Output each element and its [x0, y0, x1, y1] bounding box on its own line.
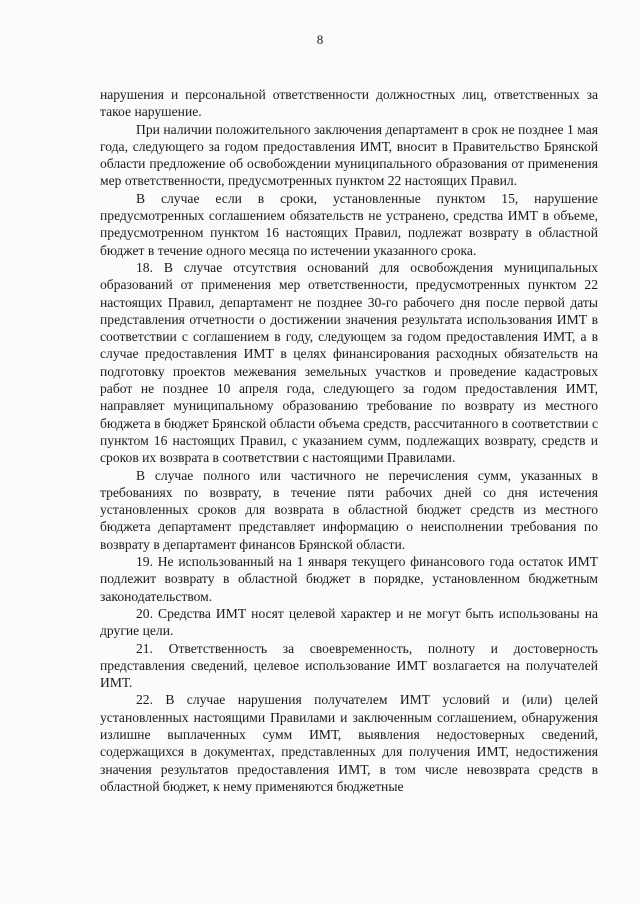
paragraph-item-19: 19. Не использованный на 1 января текущего финансового года остаток ИМТ подлежит возврату в областной бюджет в порядке, установленном бюджетным законодательством.	[100, 554, 598, 604]
paragraph-item-21: 21. Ответственность за своевременность, полноту и достоверность представления сведений, целевое использование ИМТ возлагается на получателей ИМТ.	[100, 640, 598, 691]
page-number: 8	[316, 32, 324, 47]
paragraph-item-22: 22. В случае нарушения получателем ИМТ условий и (или) целей установленных настоящими Правилами и заключенным соглашением, обнаружения излишне выплаченных сумм ИМТ, выявления недостоверных сведений, содержащихся в документах, представленных для получения ИМТ, недостижения значения результатов предоставления ИМТ, в том числе невозврата средств в областной бюджет, к нему применяются бюджетные	[100, 692, 598, 794]
paragraph-item-18: 18. В случае отсутствия оснований для освобождения муниципальных образований от применения мер ответственности, предусмотренных пунктом 22 настоящих Правил, департамент не позднее 30-го рабочего дня после первой даты представления отчетности о достижении значения результата использования ИМТ в соответствии с соглашением в году, следующем за годом предоставления ИМТ, а в случае предоставления ИМТ в целях финансирования расходных обязательств на подготовку проектов межевания земельных участков и проведение кадастровых работ не позднее 10 апреля года, следующего за годом предоставления ИМТ, направляет муниципальному образованию требование по возврату из местного бюджета в бюджет Брянской области объема средств, рассчитанного в соответствии с пунктом 16 настоящих Правил, с указанием сумм, подлежащих возврату, средств и сроков их возврата в соответствии с настоящими Правилами.	[100, 259, 598, 466]
paragraph-positive-conclusion: При наличии положительного заключения департамент в срок не позднее 1 мая года, следующего за годом предоставления ИМТ, вносит в Правительство Брянской области предложение об освобождении муниципального образования от применения мер ответственности, предусмотренных пунктом 22 настоящих Правил.	[100, 121, 598, 189]
paragraph-non-transfer: В случае полного или частичного не перечисления сумм, указанных в требованиях по возврату, в течение пяти рабочих дней со дня истечения установленных сроков для возврата в областной бюджет средств из местного бюджета департамент представляет информацию о неисполнении требования по возврату в департамент финансов Брянской области.	[100, 467, 598, 552]
paragraph-continuation: нарушения и персональной ответственности должностных лиц, ответственных за такое нарушение.	[100, 87, 598, 120]
paragraph-return-after-deadline: В случае если в сроки, установленные пунктом 15, нарушение предусмотренных соглашением обязательств не устранено, средства ИМТ в объеме, предусмотренном пунктом 16 настоящих Правил, подлежат возврату в областной бюджет в течение одного месяца по истечении указанного срока.	[100, 190, 598, 258]
paragraph-item-20: 20. Средства ИМТ носят целевой характер и не могут быть использованы на другие цели.	[100, 605, 598, 639]
document-body	[100, 86, 598, 795]
